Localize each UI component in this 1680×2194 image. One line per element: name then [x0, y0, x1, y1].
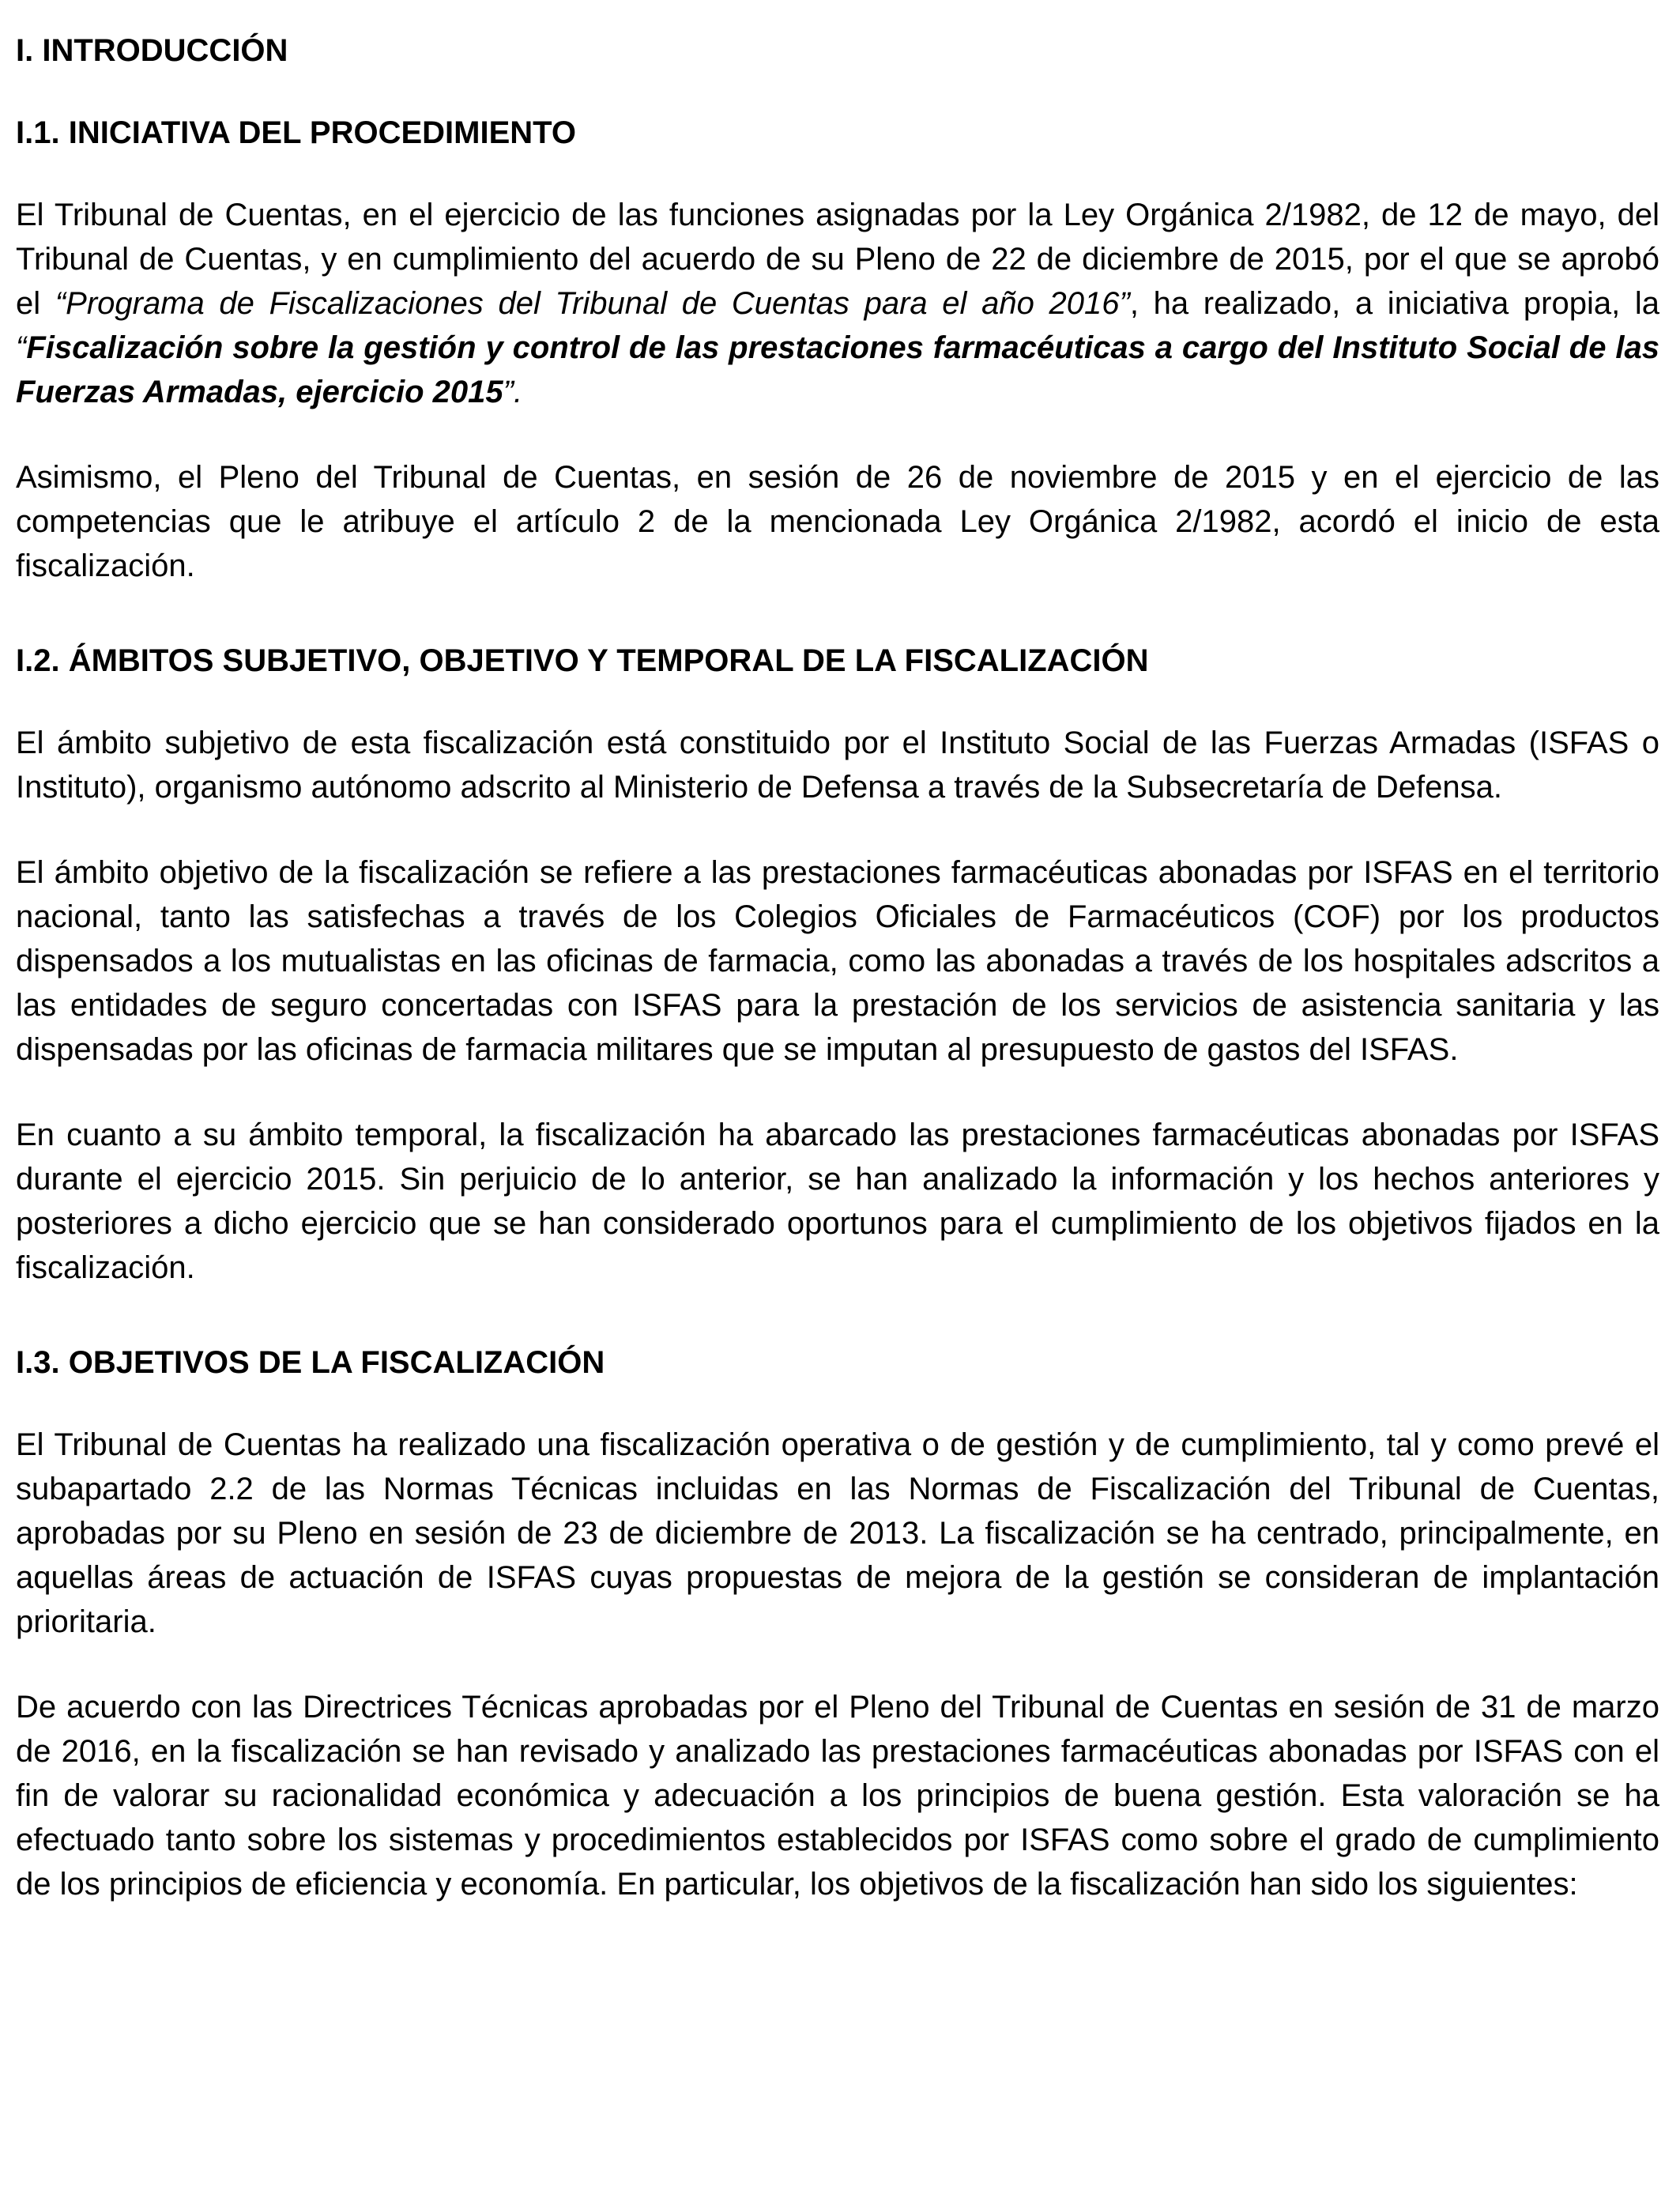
spacer	[16, 414, 1659, 455]
program-title-italic: “Programa de Fiscalizaciones del Tribunal de Cuentas para el año 2016”	[55, 286, 1130, 321]
section-3-paragraph-1: El Tribunal de Cuentas ha realizado una fiscalización operativa o de gestión y de cumplimiento, tal y como prevé el subapartado 2.2 de las Normas Técnicas incluidas en las Normas de Fiscalización del Tribunal de Cuentas, aprobadas por su Pleno en sesión de 23 de diciembre de 2013. La fiscalización se ha centrado, principalmente, en aquellas áreas de actuación de ISFAS cuyas propuestas de mejora de la gestión se consideran de implantación prioritaria.	[16, 1427, 1659, 1639]
section-1-paragraph-2: Asimismo, el Pleno del Tribunal de Cuentas, en sesión de 26 de noviembre de 2015 y en el ejercicio de las competencias que le atribuye el artículo 2 de la mencionada Ley Orgánica 2/1982, acordó el inicio de esta fiscalización.	[16, 460, 1659, 583]
spacer	[16, 1072, 1659, 1113]
spacer	[16, 588, 1659, 639]
paragraph-text: , ha realizado, a iniciativa propia, la	[1129, 286, 1659, 321]
open-quote: “	[16, 330, 27, 365]
section-1-paragraph-1	[16, 193, 1659, 414]
intro-heading: I. INTRODUCCIÓN	[16, 33, 288, 68]
document-page	[16, 28, 1659, 1906]
spacer	[16, 73, 1659, 111]
section-3-paragraph-2: De acuerdo con las Directrices Técnicas aprobadas por el Pleno del Tribunal de Cuentas en sesión de 31 de marzo de 2016, en la fiscalización se han revisado y analizado las prestaciones farmacéuticas abonadas por ISFAS con el fin de valorar su racionalidad económica y adecuación a los principios de buena gestión. Esta valoración se ha efectuado tanto sobre los sistemas y procedimientos establecidos por ISFAS como sobre el grado de cumplimiento de los principios de eficiencia y economía. En particular, los objetivos de la fiscalización han sido los siguientes:	[16, 1690, 1659, 1902]
paragraph-text: El Tribunal de Cuentas, en el ejercicio de las funciones asignadas por la Ley Orgánica 2/1982, de 12 de mayo, del Tribunal de Cuentas, y en cumplimiento del acuerdo de su Pleno de 22 de diciembre de 2015, por el que se aprobó el	[16, 198, 1659, 321]
spacer	[16, 155, 1659, 193]
audit-title-bold-italic: Fiscalización sobre la gestión y control de las prestaciones farmacéuticas a cargo del Instituto Social de las Fuerzas Armadas, ejercicio 2015	[16, 330, 1659, 409]
spacer	[16, 1644, 1659, 1685]
section-2-paragraph-1: El ámbito subjetivo de esta fiscalización está constituido por el Instituto Social de las Fuerzas Armadas (ISFAS o Instituto), organismo autónomo adscrito al Ministerio de Defensa a través de la Subsecretaría de Defensa.	[16, 726, 1659, 805]
section-2-paragraph-2: El ámbito objetivo de la fiscalización se refiere a las prestaciones farmacéuticas abonadas por ISFAS en el territorio nacional, tanto las satisfechas a través de los Colegios Oficiales de Farmacéuticos (COF) por los productos dispensados a los mutualistas en las oficinas de farmacia, como las abonadas a través de los hospitales adscritos a las entidades de seguro concertadas con ISFAS para la prestación de los servicios de asistencia sanitaria y las dispensadas por las oficinas de farmacia militares que se imputan al presupuesto de gastos del ISFAS.	[16, 855, 1659, 1067]
spacer	[16, 1385, 1659, 1423]
spacer	[16, 809, 1659, 850]
spacer	[16, 1290, 1659, 1340]
close-quote: ”.	[503, 375, 523, 409]
section-1-heading: I.1. INICIATIVA DEL PROCEDIMIENTO	[16, 115, 576, 150]
spacer	[16, 683, 1659, 721]
section-2-paragraph-3: En cuanto a su ámbito temporal, la fiscalización ha abarcado las prestaciones farmacéuticas abonadas por ISFAS durante el ejercicio 2015. Sin perjuicio de lo anterior, se han analizado la información y los hechos anteriores y posteriores a dicho ejercicio que se han considerado oportunos para el cumplimiento de los objetivos fijados en la fiscalización.	[16, 1118, 1659, 1285]
section-3-heading: I.3. OBJETIVOS DE LA FISCALIZACIÓN	[16, 1345, 605, 1380]
section-2-heading: I.2. ÁMBITOS SUBJETIVO, OBJETIVO Y TEMPORAL DE LA FISCALIZACIÓN	[16, 643, 1149, 678]
